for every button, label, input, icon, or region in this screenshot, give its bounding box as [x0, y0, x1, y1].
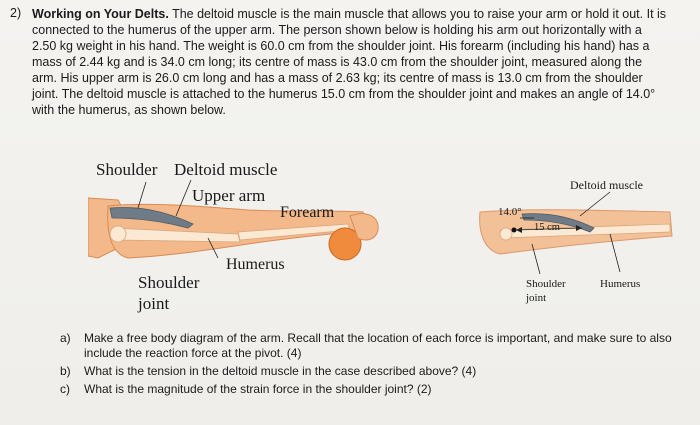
- problem-line-2: connected to the humerus of the upper arm. The person shown below is holding his arm out horizontally with a: [32, 23, 642, 37]
- arm-diagram-left: [88, 158, 388, 318]
- problem-line-3: 2.50 kg weight in his hand. The weight is 60.0 cm from the shoulder joint. His forearm (including his hand) has a: [32, 39, 650, 53]
- label-shoulder-joint-1: Shoulder: [138, 273, 200, 292]
- label-deltoid-muscle-right: Deltoid muscle: [570, 178, 643, 192]
- label-distance: 15 cm: [534, 222, 560, 233]
- problem-line-5: arm. His upper arm is 26.0 cm long and has a mass of 2.63 kg; its centre of mass is 13.0 cm from the shoulder: [32, 71, 643, 85]
- arm-illustration-left: [88, 158, 388, 318]
- problem-line-7: with the humerus, as shown below.: [32, 103, 226, 117]
- label-shoulder-right-1: Shoulder: [526, 278, 566, 290]
- question-a: [60, 331, 680, 361]
- question-b: [60, 364, 680, 379]
- question-c-text: What is the magnitude of the strain force in the shoulder joint? (2): [84, 382, 432, 396]
- problem-title: Working on Your Delts.: [32, 7, 169, 21]
- arm-illustration-right: [470, 172, 680, 312]
- question-c: [60, 382, 680, 397]
- label-humerus: Humerus: [226, 256, 285, 273]
- question-b-label: b): [60, 364, 71, 378]
- problem-number: 2): [10, 6, 22, 20]
- sub-questions: [60, 331, 680, 400]
- label-shoulder: Shoulder: [96, 160, 158, 179]
- label-angle: 14.0°: [498, 206, 522, 218]
- problem-line-6: joint. The deltoid muscle is attached to the humerus 15.0 cm from the shoulder joint and makes an angle of 14.0°: [32, 87, 656, 101]
- label-deltoid-muscle: Deltoid muscle: [174, 160, 278, 179]
- arm-diagram-right: [470, 172, 680, 312]
- label-forearm: Forearm: [280, 204, 335, 221]
- label-humerus-right: Humerus: [600, 278, 641, 290]
- problem-line-4: mass of 2.44 kg and is 34.0 cm long; its centre of mass is 43.0 cm from the shoulder joint, measured along the: [32, 55, 643, 69]
- problem-text: [32, 6, 687, 118]
- problem-line-1: The deltoid muscle is the main muscle that allows you to raise your arm or hold it out. It is: [168, 7, 667, 21]
- question-c-label: c): [60, 382, 70, 396]
- question-b-text: What is the tension in the deltoid muscle in the case described above? (4): [84, 364, 477, 378]
- question-a-label: a): [60, 331, 71, 345]
- label-shoulder-right-2: joint: [526, 292, 547, 304]
- question-a-text: Make a free body diagram of the arm. Recall that the location of each force is important, and make sure to also include the reaction force at the pivot. (4): [84, 331, 672, 360]
- label-upper-arm: Upper arm: [192, 186, 266, 205]
- label-shoulder-joint-2: joint: [138, 294, 170, 313]
